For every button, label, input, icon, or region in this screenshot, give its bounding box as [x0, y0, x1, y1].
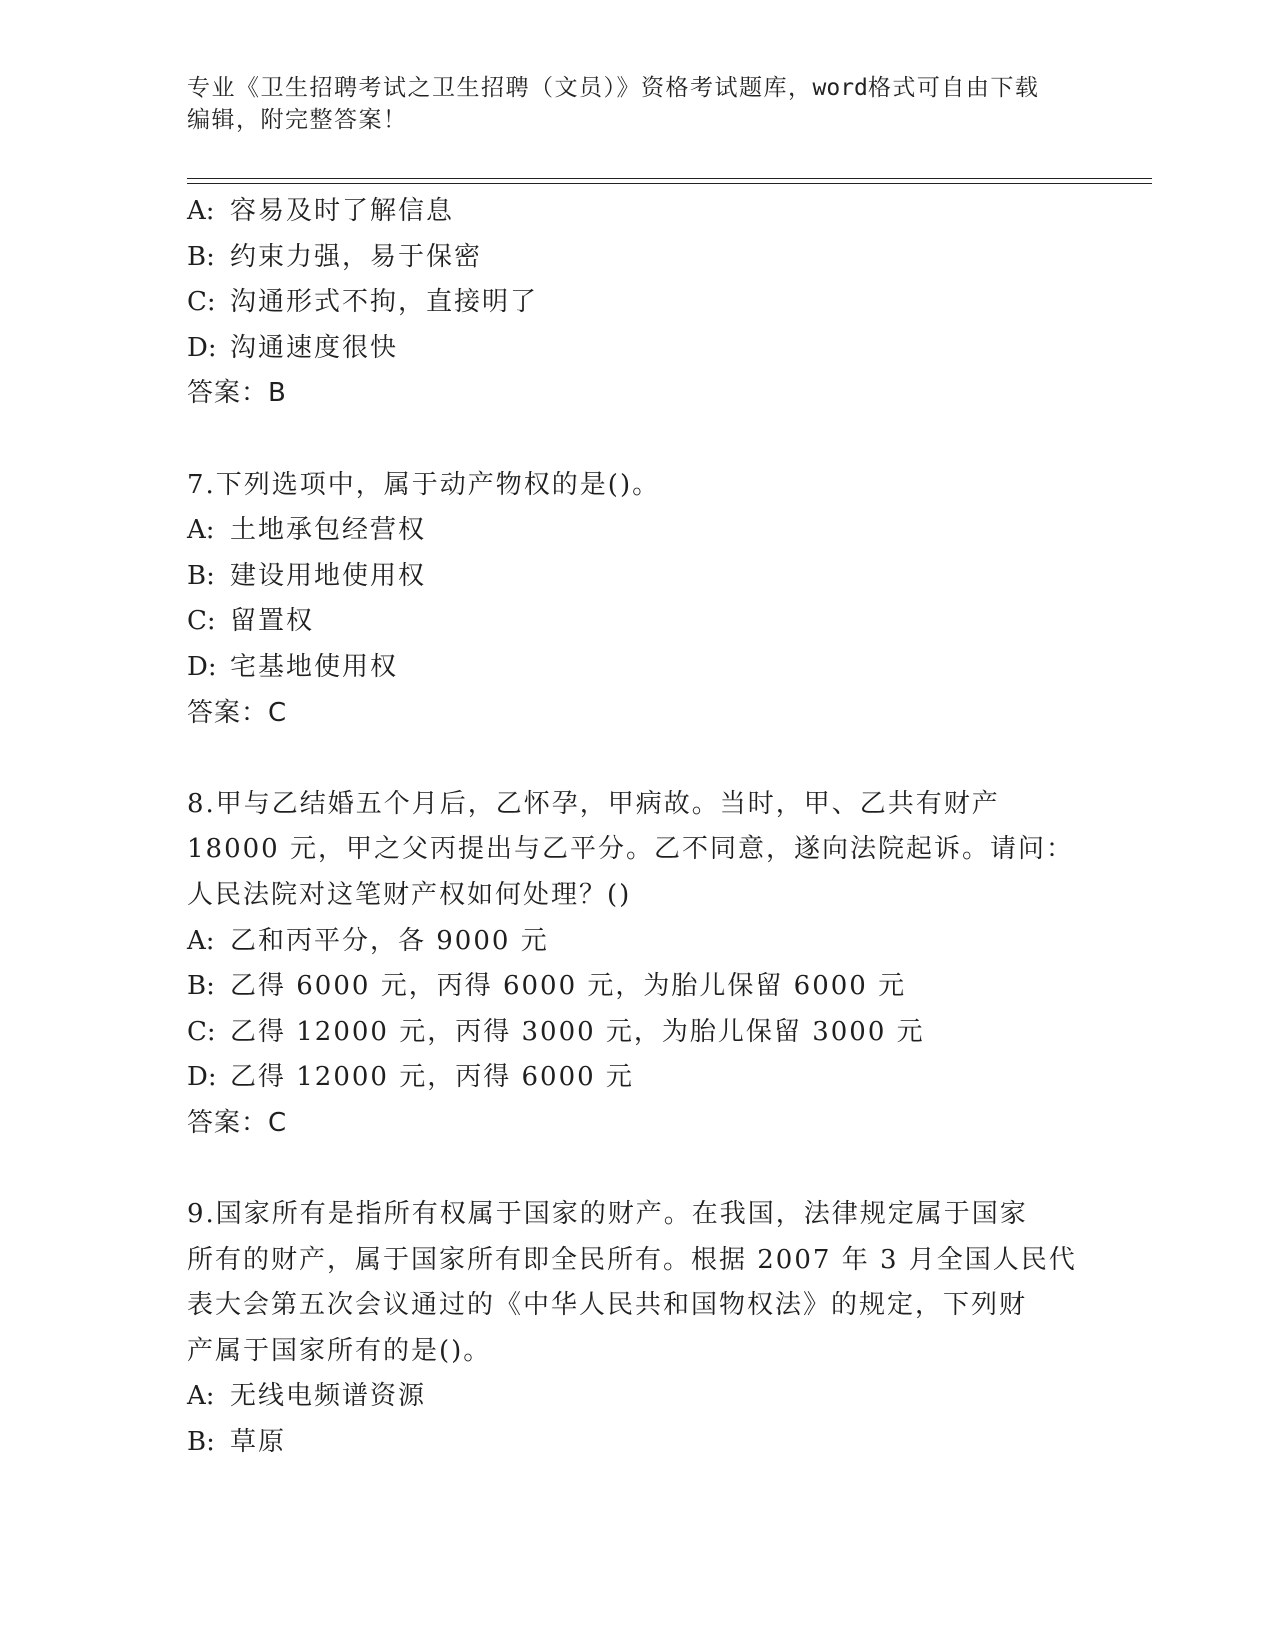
answer-line: 答案：C — [187, 697, 288, 728]
spacer — [187, 1146, 1087, 1192]
question-9 — [187, 1192, 1087, 1466]
answer-line: 答案：C — [187, 1107, 288, 1138]
question-8 — [187, 782, 1087, 1147]
question-stem-line-3: 人民法院对这笔财产权如何处理？() — [187, 879, 632, 910]
spacer — [187, 736, 1087, 782]
question-stem: 7.下列选项中，属于动产物权的是()。 — [187, 469, 661, 500]
spacer — [187, 417, 1087, 463]
question-stem-line-2: 所有的财产，属于国家所有即全民所有。根据 2007 年 3 月全国人民代 — [187, 1244, 1077, 1275]
option-b: B: 建设用地使用权 — [187, 560, 427, 591]
question-stem-line-2: 18000 元，甲之父丙提出与乙平分。乙不同意，遂向法院起诉。请问： — [187, 834, 1074, 865]
document-header — [187, 72, 1087, 136]
header-rule-top — [187, 178, 1152, 179]
option-c: C: 留置权 — [187, 606, 315, 637]
header-rule-bottom — [187, 183, 1152, 184]
header-word-keyword: word — [812, 75, 868, 101]
question-7 — [187, 463, 1087, 737]
option-b: B: 乙得 6000 元，丙得 6000 元，为胎儿保留 6000 元 — [187, 971, 907, 1002]
option-c: C: 沟通形式不拘，直接明了 — [187, 287, 539, 318]
option-b: B: 草原 — [187, 1427, 287, 1458]
question-6 — [187, 189, 1087, 417]
option-a: A: 容易及时了解信息 — [187, 196, 455, 226]
option-a: A: 乙和丙平分，各 9000 元 — [187, 925, 549, 956]
answer-line: 答案：B — [187, 378, 287, 409]
header-line-2: 编辑，附完整答案！ — [187, 107, 408, 133]
header-line-1-tail: 格式可自由下载 — [867, 75, 1040, 101]
header-line-1 — [187, 72, 1087, 104]
option-b: B: 约束力强，易于保密 — [187, 241, 483, 272]
option-a: A: 土地承包经营权 — [187, 515, 427, 546]
option-a: A: 无线电频谱资源 — [187, 1381, 427, 1412]
header-line-1-text: 专业《卫生招聘考试之卫生招聘（文员）》资格考试题库， — [187, 75, 813, 101]
question-content — [187, 189, 1087, 1466]
option-d: D: 乙得 12000 元，丙得 6000 元 — [187, 1062, 634, 1093]
option-d: D: 宅基地使用权 — [187, 651, 399, 682]
option-c: C: 乙得 12000 元，丙得 3000 元，为胎儿保留 3000 元 — [187, 1016, 925, 1047]
question-stem-line-4: 产属于国家所有的是()。 — [187, 1335, 492, 1366]
question-stem-line-3: 表大会第五次会议通过的《中华人民共和国物权法》的规定，下列财 — [187, 1290, 1028, 1321]
question-stem-line-1: 9.国家所有是指所有权属于国家的财产。在我国，法律规定属于国家 — [187, 1199, 1028, 1230]
option-d: D: 沟通速度很快 — [187, 332, 399, 363]
question-stem-line-1: 8.甲与乙结婚五个月后，乙怀孕，甲病故。当时，甲、乙共有财产 — [187, 788, 1000, 819]
